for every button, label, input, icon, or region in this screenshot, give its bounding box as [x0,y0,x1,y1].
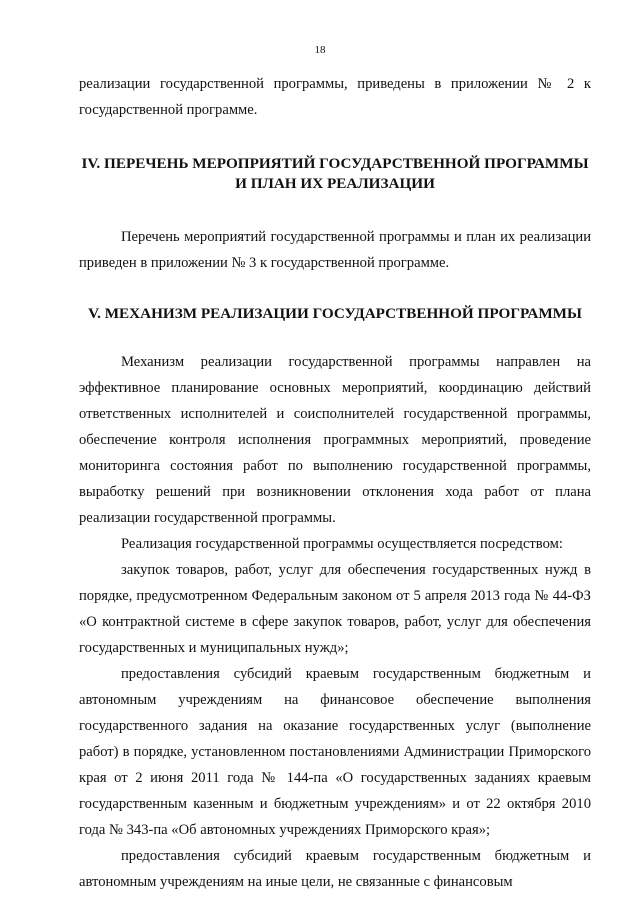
section-5-paragraph-subsidies-assignment: предоставления субсидий краевым государственным бюджетным и автономным учреждениям на финансовое обеспечение выполнения государственного задания на оказание государственных услуг (выполнение работ) в порядке, установленном постановлениями Администрации Приморского края от 2 июня 2011 года № 144-па «О государственных заданиях краевым государственным казенным и бюджетным учреждениям» и от 22 октября 2010 года № 343-па «Об автономных учреждениях Приморского края»; [79,666,591,838]
section-5-paragraph-subsidies-other: предоставления субсидий краевым государственным бюджетным и автономным учреждениям на иные цели, не связанные с финансовым [79,848,591,890]
intro-paragraph: реализации государственной программы, приведены в приложении № 2 к государственной программе. [79,76,591,118]
section-5-paragraph-implementation: Реализация государственной программы осуществляется посредством: [121,536,563,552]
page-content [79,71,591,895]
page-number: 18 [314,44,326,56]
section-5-paragraph-mechanism: Механизм реализации государственной программы направлен на эффективное планирование основных мероприятий, координацию действий ответственных исполнителей и соисполнителей государственной программы, обеспечение контроля исполнения программных мероприятий, проведение мониторинга состояния работ по выполнению государственной программы, выработку решений при возникновении отклонения хода работ от плана реализации государственной программы. [79,354,591,526]
section-5-paragraph-procurement: закупок товаров, работ, услуг для обеспечения государственных нужд в порядке, предусмотренном Федеральным законом от 5 апреля 2013 года № 44-ФЗ «О контрактной системе в сфере закупок товаров, работ, услуг для обеспечения государственных и муниципальных нужд»; [79,562,591,656]
section-5-heading: V. МЕХАНИЗМ РЕАЛИЗАЦИИ ГОСУДАРСТВЕННОЙ ПРОГРАММЫ [88,305,582,322]
section-4-heading [79,154,591,194]
section-4-paragraph: Перечень мероприятий государственной программы и план их реализации приведен в приложении № 3 к государственной программе. [79,229,591,271]
section-4-heading-line-2: И ПЛАН ИХ РЕАЛИЗАЦИИ [235,175,435,192]
section-4-heading-line-1: IV. ПЕРЕЧЕНЬ МЕРОПРИЯТИЙ ГОСУДАРСТВЕННОЙ ПРОГРАММЫ [81,155,589,172]
